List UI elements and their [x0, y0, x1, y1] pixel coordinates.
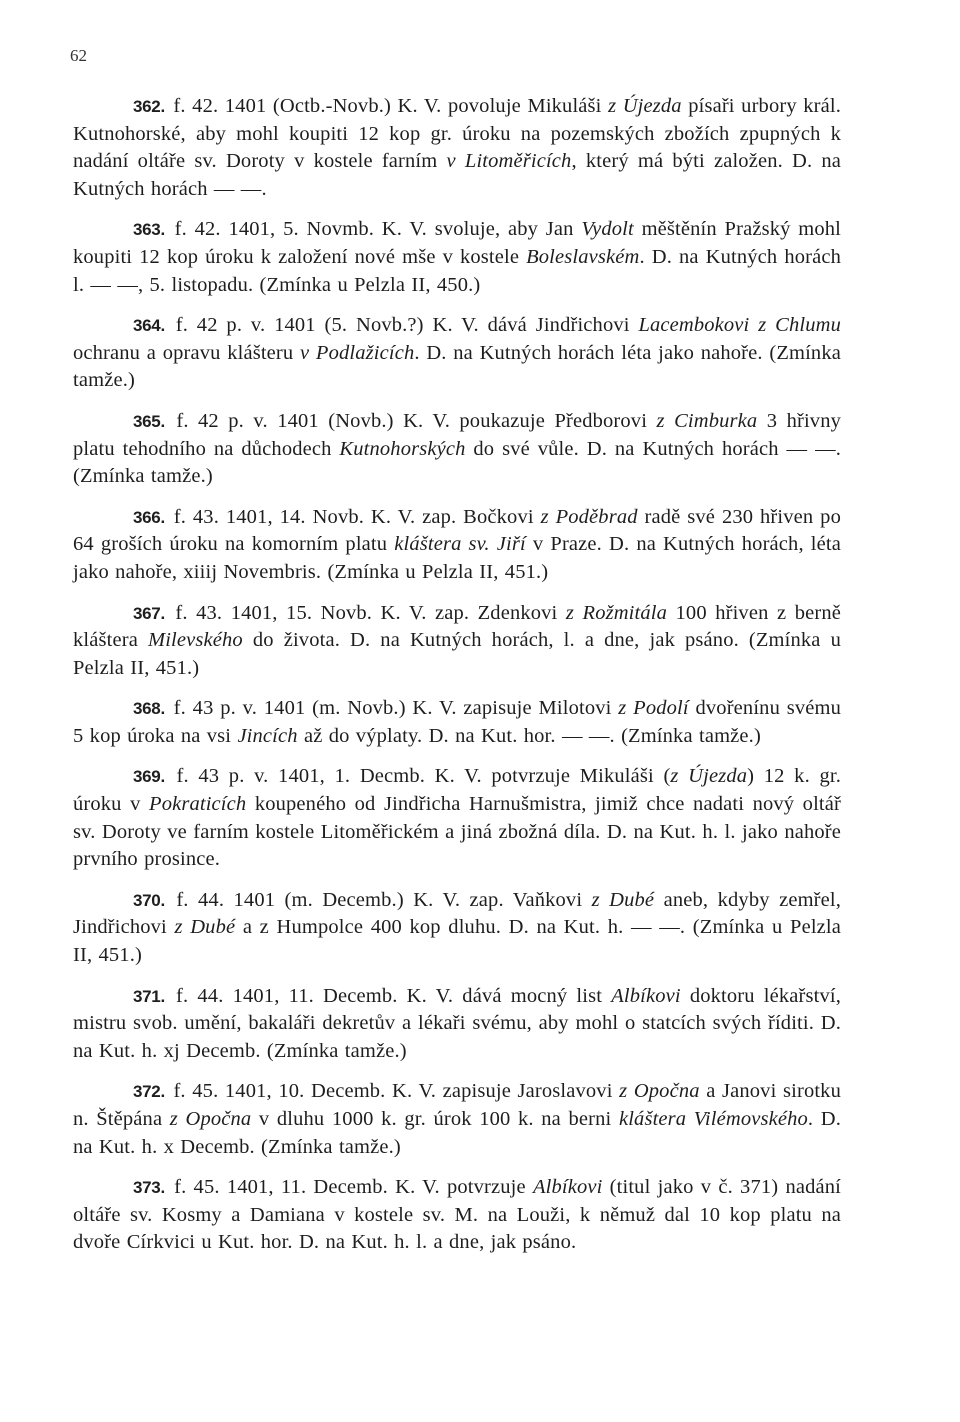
entry-text: měštěnín Pražský mohl koupiti 12 kop úroku k založení nové mše v kostele	[73, 218, 841, 268]
entry-text: f. 42. 1401 (Octb.-Novb.) K. V. povoluje Mikuláši	[166, 95, 609, 117]
entry-text: f. 43 p. v. 1401, 1. Decmb. K. V. potvrzuje Mikuláši (	[166, 765, 671, 788]
entry-number: 366.	[133, 507, 165, 527]
page-number: 62	[70, 46, 87, 65]
entry-number: 368.	[133, 699, 165, 719]
entry-text-italic: z Újezda	[608, 95, 682, 117]
entry-text: f. 43. 1401, 15. Novb. K. V. zap. Zdenkovi	[166, 601, 566, 624]
entry-text: f. 45. 1401, 11. Decemb. K. V. potvrzuje	[166, 1176, 533, 1199]
entry-text-italic: Lacembokovi z Chlumu	[638, 314, 841, 337]
entry-text-italic: Albíkovi	[532, 1176, 603, 1199]
entry-text: f. 42 p. v. 1401 (5. Novb.?) K. V. dává Jindřichovi	[166, 314, 639, 337]
entry-366	[73, 504, 841, 587]
entry-368	[73, 695, 841, 750]
entry-text-italic: Jincích	[237, 724, 298, 747]
entry-text: f. 43 p. v. 1401 (m. Novb.) K. V. zapisuje Milotovi	[166, 697, 619, 720]
entry-text-italic: v Litoměřicích	[446, 150, 572, 173]
entry-text: radě své 230 hřiven po 64 groších úroku na komorním platu	[73, 505, 841, 556]
entry-text-italic: z Dubé	[591, 888, 655, 911]
entry-text: do života. D. na Kutných horách, l. a dne, jak psáno. (Zmínka u Pelzla II, 451.)	[73, 629, 841, 679]
entry-text-italic: Boleslavském	[526, 245, 640, 268]
entry-text-italic: z Opočna	[619, 1080, 700, 1103]
entry-362	[73, 93, 841, 203]
entry-text: . D. na Kut. h. x Decemb. (Zmínka tamže.)	[73, 1108, 841, 1158]
entry-367	[73, 600, 841, 683]
entry-text: f. 44. 1401, 11. Decemb. K. V. dává mocný list	[166, 984, 612, 1007]
entry-373	[73, 1174, 841, 1257]
entry-text-italic: Albíkovi	[611, 984, 681, 1007]
entry-number: 364.	[133, 316, 165, 336]
entry-text: . D. na Kutných horách léta jako nahoře. (Zmínka tamže.)	[73, 341, 841, 392]
entry-text-italic: z Újezda	[670, 765, 748, 788]
entry-number: 371.	[133, 986, 165, 1006]
entry-text: f. 43. 1401, 14. Novb. K. V. zap. Bočkovi	[166, 505, 541, 528]
document-body	[73, 93, 841, 1270]
entry-text-italic: Pokraticích	[149, 793, 247, 816]
entry-text-italic: z Poděbrad	[540, 505, 638, 528]
entry-text: f. 42 p. v. 1401 (Novb.) K. V. poukazuje Předborovi	[166, 409, 657, 432]
entry-text-italic: z Rožmitála	[565, 601, 668, 624]
entry-number: 367.	[133, 603, 165, 623]
entry-text: v Praze. D. na Kutných horách, léta jako nahoře, xiiij Novembris. (Zmínka u Pelzla II, 451.)	[73, 533, 841, 583]
entry-text: , který má býti založen. D. na Kutných horách — —.	[73, 150, 842, 200]
entry-number: 363.	[133, 220, 165, 240]
entry-text: dvořenínu svému 5 kop úroka na vsi	[73, 697, 842, 747]
entry-364	[73, 312, 841, 395]
entry-number: 370.	[133, 890, 165, 910]
entry-text: ) 12 k. gr. úroku v	[73, 765, 841, 816]
entry-text: a z Humpolce 400 kop dluhu. D. na Kut. h. — —. (Zmínka u Pelzla II, 451.)	[73, 916, 842, 967]
entry-text-italic: kláštera Vilémovského	[618, 1108, 808, 1130]
entry-text: doktoru lékařství, mistru svob. umění, bakaláři dekretův a lékaři svému, aby mohl o statcích svých říditi. D. na Kut. h. xj Decemb. (Zmínka tamže.)	[73, 984, 842, 1062]
entry-text: a Janovi sirotku n. Štěpána	[73, 1080, 841, 1130]
entry-number: 373.	[133, 1178, 165, 1198]
entry-370	[73, 887, 841, 970]
entry-text-italic: kláštera sv. Jiří	[394, 533, 526, 556]
entry-text: aneb, kdyby zemřel, Jindřichovi	[73, 888, 842, 939]
entry-text-italic: Milevského	[147, 629, 243, 652]
entry-text: f. 45. 1401, 10. Decemb. K. V. zapisuje Jaroslavovi	[166, 1080, 620, 1103]
entry-text: do své vůle. D. na Kutných horách — —. (Zmínka tamže.)	[73, 437, 841, 488]
entry-365	[73, 408, 841, 491]
entry-text: až do výplaty. D. na Kut. hor. — —. (Zmínka tamže.)	[297, 724, 761, 747]
entry-text-italic: z Dubé	[174, 916, 236, 939]
entry-text: v dluhu 1000 k. gr. úrok 100 k. na berni	[251, 1108, 619, 1130]
entry-text-italic: Kutnohorských	[339, 437, 466, 460]
entry-363	[73, 216, 841, 299]
entry-text-italic: v Podlažicích	[299, 341, 415, 364]
entry-text: 100 hřiven z berně kláštera	[73, 601, 841, 652]
entry-text: . D. na Kutných horách l. — —, 5. listopadu. (Zmínka u Pelzla II, 450.)	[73, 245, 841, 296]
entry-text-italic: z Cimburka	[656, 409, 758, 432]
entry-text: koupeného od Jindřicha Harnušmistra, jimiž chce nadati nový oltář sv. Doroty ve farním kostele Litoměřickém a jiná zbožná díla. D. na Kut. h. l. jako nahoře prvního prosince.	[73, 793, 841, 871]
entry-text: (titul jako v č. 371) nadání oltáře sv. Kosmy a Damiana v kostele sv. M. na Louži, k němuž dal 10 kop platu na dvoře Církvici u Kut. hor. D. na Kut. h. l. a dne, jak psáno.	[73, 1176, 841, 1254]
entry-text: ochranu a opravu klášteru	[73, 341, 300, 364]
entry-text-italic: z Opočna	[169, 1108, 252, 1130]
entry-text: f. 42. 1401, 5. Novmb. K. V. svoluje, aby Jan	[166, 218, 582, 241]
entry-text: písaři urbory král. Kutnohorské, aby mohl koupiti 12 kop gr. úroku na pozemských zbožích zpupných k nadání oltáře sv. Doroty v kostele farním	[73, 95, 841, 173]
entry-number: 365.	[133, 411, 165, 431]
entry-number: 369.	[133, 767, 165, 787]
entry-number: 362.	[133, 97, 165, 116]
entry-372	[73, 1078, 841, 1161]
entry-371	[73, 983, 841, 1066]
entry-text-italic: Vydolt	[581, 218, 634, 241]
entry-text: f. 44. 1401 (m. Decemb.) K. V. zap. Vaňkovi	[166, 888, 592, 911]
entry-text-italic: z Podolí	[618, 697, 689, 720]
entry-369	[73, 763, 841, 873]
entry-text: 3 hřivny platu tehodního na důchodech	[73, 409, 841, 460]
entry-number: 372.	[133, 1082, 165, 1102]
